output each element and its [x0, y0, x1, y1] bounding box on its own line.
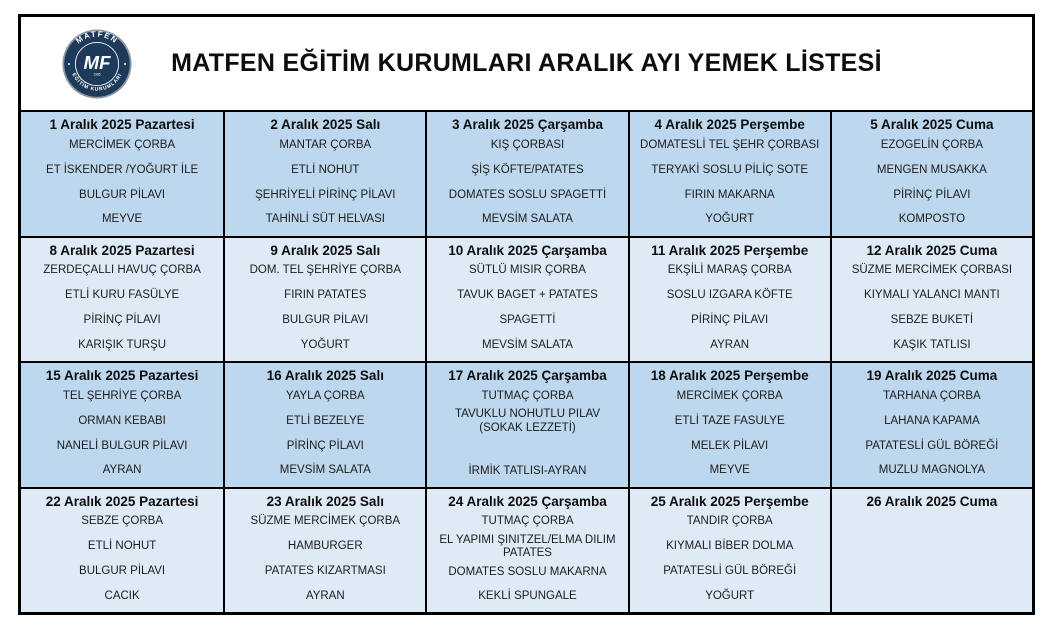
menu-items — [227, 133, 423, 233]
menu-item: PATATES KIZARTMASI — [264, 565, 386, 578]
day-cell — [628, 238, 830, 362]
menu-item: LAHANA KAPAMA — [884, 414, 980, 427]
menu-item: EL YAPIMI ŞINITZEL/ELMA DILIM PATATES — [439, 533, 616, 560]
menu-item: TAVUK BAGET + PATATES — [457, 289, 598, 302]
menu-item: SOSLU IZGARA KÖFTE — [666, 289, 793, 302]
day-cell — [830, 238, 1032, 362]
menu-item: ETLİ TAZE FASULYE — [674, 414, 785, 427]
day-cell — [223, 363, 425, 487]
menu-item: MEYVE — [709, 464, 750, 477]
menu-item: TAVUKLU NOHUTLU PILAV (SOKAK LEZZETİ) — [454, 408, 601, 434]
day-date-header: 3 Aralık 2025 Çarşamba — [451, 117, 604, 132]
menu-item: SÜTLÜ MISIR ÇORBA — [469, 264, 586, 277]
menu-item: YOĞURT — [300, 338, 350, 351]
menu-items — [834, 259, 1030, 359]
menu-item: BULGUR PİLAVI — [282, 314, 369, 327]
menu-item: PİRİNÇ PİLAVI — [286, 439, 364, 452]
menu-items — [227, 510, 423, 610]
menu-item: YOĞURT — [705, 213, 755, 226]
day-date-header: 5 Aralık 2025 Cuma — [870, 117, 994, 132]
day-date-header: 18 Aralık 2025 Perşembe — [650, 368, 809, 383]
menu-item: PİRİNÇ PİLAVI — [691, 314, 769, 327]
menu-item: PATATESLİ GÜL BÖREĞİ — [663, 565, 797, 578]
menu-items — [429, 384, 625, 484]
day-date-header: 23 Aralık 2025 Salı — [266, 493, 384, 509]
menu-item: CACIK — [104, 589, 140, 602]
menu-item: PİRİNÇ PİLAVI — [83, 314, 161, 327]
day-cell — [628, 489, 830, 613]
menu-items — [834, 384, 1030, 484]
day-cell — [830, 112, 1032, 236]
menu-item: DOMATES SOSLU MAKARNA — [448, 565, 607, 578]
menu-item: EZOGELİN ÇORBA — [880, 138, 984, 151]
menu-item: TEL ŞEHRİYE ÇORBA — [62, 389, 182, 402]
menu-item: DOM. TEL ŞEHRİYE ÇORBA — [249, 264, 402, 277]
day-date-header: 10 Aralık 2025 Çarşamba — [448, 242, 607, 258]
menu-item: ETLİ NOHUT — [291, 163, 360, 176]
menu-item: KARIŞIK TURŞU — [78, 338, 167, 351]
day-date-header: 26 Aralık 2025 Cuma — [866, 493, 998, 509]
menu-item: TAHİNLİ SÜT HELVASI — [265, 213, 385, 226]
menu-item: AYRAN — [102, 464, 142, 477]
menu-item: KAŞIK TATLISI — [893, 338, 971, 351]
menu-item: MEVSİM SALATA — [482, 338, 573, 351]
menu-item: BULGUR PİLAVI — [79, 188, 166, 201]
day-date-header: 16 Aralık 2025 Salı — [266, 368, 384, 383]
day-date-header: 12 Aralık 2025 Cuma — [866, 242, 998, 258]
menu-item: YOĞURT — [705, 589, 755, 602]
menu-item: ŞİŞ KÖFTE/PATATES — [471, 163, 584, 176]
menu-item: ORMAN KEBABI — [78, 414, 166, 427]
day-cell — [223, 112, 425, 236]
logo-arc-bottom-text: EĞİTİM KURUMLARI — [70, 72, 124, 93]
menu-items — [429, 133, 625, 233]
menu-items — [227, 259, 423, 359]
day-date-header: 22 Aralık 2025 Pazartesi — [45, 493, 199, 509]
menu-item: AYRAN — [305, 589, 345, 602]
menu-items — [429, 259, 625, 359]
menu-item — [429, 435, 625, 459]
day-date-header: 4 Aralık 2025 Perşembe — [654, 117, 805, 132]
menu-item: MELEK PİLAVI — [691, 439, 769, 452]
menu-item: KEKLİ SPUNGALE — [478, 590, 577, 603]
menu-item: TUTMAÇ ÇORBA — [481, 389, 574, 402]
menu-document — [18, 14, 1035, 615]
menu-item: BULGUR PİLAVI — [79, 565, 166, 578]
day-date-header: 17 Aralık 2025 Çarşamba — [448, 368, 607, 383]
menu-item: FIRIN PATATES — [284, 289, 367, 302]
logo-monogram: MF — [83, 52, 111, 74]
day-cell — [425, 238, 627, 362]
day-cell — [425, 112, 627, 236]
menu-item: ETLİ KURU FASÜLYE — [65, 289, 180, 302]
menu-item: MERCİMEK ÇORBA — [69, 138, 176, 151]
day-cell — [425, 489, 627, 613]
week-row — [21, 487, 1032, 613]
menu-item: MERCİMEK ÇORBA — [676, 389, 783, 402]
menu-item: TARHANA ÇORBA — [883, 389, 981, 402]
day-cell — [628, 363, 830, 487]
menu-item: PATATESLİ GÜL BÖREĞİ — [865, 439, 999, 452]
week-row — [21, 361, 1032, 487]
day-cell — [21, 112, 223, 236]
day-cell — [830, 363, 1032, 487]
menu-items — [23, 384, 221, 484]
day-date-header: 19 Aralık 2025 Cuma — [866, 368, 998, 383]
day-cell — [21, 489, 223, 613]
menu-item: EKŞİLİ MARAŞ ÇORBA — [667, 264, 792, 277]
menu-item: KOMPOSTO — [898, 213, 966, 226]
menu-items — [632, 384, 828, 484]
menu-item: ŞEHRİYELİ PİRİNÇ PİLAVI — [255, 188, 396, 201]
menu-item: ETLİ NOHUT — [87, 540, 157, 553]
menu-item: MEVSİM SALATA — [279, 464, 371, 477]
day-cell — [628, 112, 830, 236]
menu-items — [632, 510, 828, 610]
menu-item: ETLİ BEZELYE — [286, 414, 365, 427]
menu-item: SPAGETTİ — [499, 314, 556, 327]
day-date-header: 11 Aralık 2025 Perşembe — [651, 242, 809, 258]
logo-year-text: 1985 — [93, 72, 101, 77]
menu-item: MUZLU MAGNOLYA — [878, 464, 986, 477]
menu-item: YAYLA ÇORBA — [285, 389, 365, 402]
menu-item: AYRAN — [710, 338, 750, 351]
day-cell — [21, 238, 223, 362]
menu-item: DOMATES SOSLU SPAGETTİ — [448, 188, 607, 201]
menu-item: MANTAR ÇORBA — [279, 138, 372, 151]
menu-items — [834, 510, 1030, 610]
menu-table — [21, 110, 1032, 612]
day-date-header: 25 Aralık 2025 Perşembe — [650, 493, 809, 509]
menu-item: TANDIR ÇORBA — [686, 515, 773, 528]
menu-items — [23, 133, 221, 233]
logo-arc-top-text: MATFEN — [74, 29, 120, 46]
day-cell — [425, 363, 627, 487]
day-date-header: 2 Aralık 2025 Salı — [270, 117, 381, 132]
menu-item: TUTMAÇ ÇORBA — [481, 515, 574, 528]
menu-item: DOMATESLİ TEL ŞEHR ÇORBASI — [640, 138, 820, 151]
menu-items — [429, 510, 625, 610]
menu-item: MEYVE — [101, 213, 143, 226]
page-title: MATFEN EĞİTİM KURUMLARI ARALIK AYI YEMEK LİSTESİ — [171, 49, 882, 77]
day-date-header: 8 Aralık 2025 Pazartesi — [49, 242, 195, 258]
day-cell — [21, 363, 223, 487]
menu-items — [23, 259, 221, 359]
menu-item: NANELİ BULGUR PİLAVI — [56, 439, 188, 452]
day-date-header: 15 Aralık 2025 Pazartesi — [45, 368, 199, 383]
menu-items — [632, 259, 828, 359]
day-cell — [223, 489, 425, 613]
menu-item: ET İSKENDER /YOĞURT İLE — [46, 163, 199, 176]
document-header — [21, 17, 1032, 110]
menu-item: SÜZME MERCİMEK ÇORBA — [250, 515, 401, 528]
day-cell — [830, 489, 1032, 613]
menu-item: FIRIN MAKARNA — [684, 188, 775, 201]
week-row — [21, 110, 1032, 236]
menu-item: KIŞ ÇORBASI — [490, 138, 565, 151]
menu-items — [23, 510, 221, 610]
menu-item: İRMİK TATLISI-AYRAN — [468, 464, 587, 477]
menu-item: KIYMALI YALANCI MANTI — [864, 289, 1000, 302]
day-cell — [223, 238, 425, 362]
menu-item: MENGEN MUSAKKA — [876, 163, 987, 176]
menu-item: PİRİNÇ PİLAVI — [893, 188, 971, 201]
menu-item: KIYMALI BİBER DOLMA — [666, 540, 794, 553]
menu-items — [632, 133, 828, 233]
menu-items — [834, 133, 1030, 233]
menu-item: MEVSİM SALATA — [482, 213, 573, 226]
menu-item: ZERDEÇALLI HAVUÇ ÇORBA — [43, 264, 201, 277]
day-date-header: 9 Aralık 2025 Salı — [270, 242, 381, 258]
menu-item: SEBZE ÇORBA — [81, 515, 163, 528]
menu-item: TERYAKİ SOSLU PİLİÇ SOTE — [651, 163, 809, 176]
week-row — [21, 236, 1032, 362]
day-date-header: 1 Aralık 2025 Pazartesi — [49, 117, 195, 132]
menu-item: HAMBURGER — [287, 540, 363, 553]
day-date-header: 24 Aralık 2025 Çarşamba — [448, 493, 607, 509]
menu-item: SEBZE BUKETİ — [890, 314, 974, 327]
menu-item: SÜZME MERCİMEK ÇORBASI — [851, 264, 1013, 277]
menu-items — [227, 384, 423, 484]
